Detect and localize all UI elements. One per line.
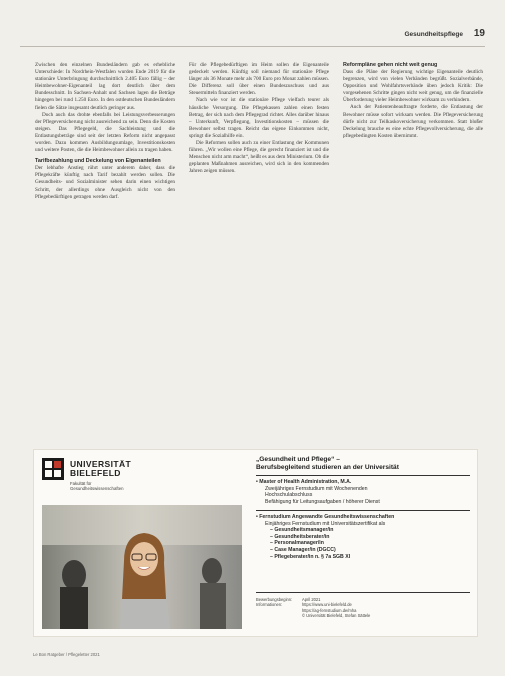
ad-divider [256, 475, 470, 476]
distance-program: • Fernstudium Angewandte Gesundheitswissenschaften Einjähriges Fernstudium mit Universitätszertifikat als – Gesundheitsmanager/in – Gesundheitsberater/in – Personalmanager/in – Case Manager/in (DGCC) – Pflegeberater/in n. § 7a SGB XI [256, 514, 395, 560]
article-column-2 [189, 62, 329, 176]
subheading: Tarifbezahlung und Deckelung von Eigenanteilen [35, 158, 161, 165]
paragraph: Dass die Pläne der Regierung wichtige Eigenanteile deutlich begrenzen, wird von vielen Verbänden begrüßt. Sozialverbände, Opposition und Wohlfahrtsverbände üben jedoch Kritik: Die vorgesehenen Schritte gingen nicht weit genug, um die finanzielle Überforderung vieler Heimbewohner wirksam zu verhindern. [343, 69, 483, 104]
university-name-line2: BIELEFELD [70, 468, 121, 478]
paragraph: Doch auch das drohte ebenfalls bei Leistungsverbesserungen der Pflegeversicherung nicht ausreichend zu sein. Denn die Kosten steigen. Das Pflegegeld, die Sachleistung und die Entlastungsbeträge sind seit der letzten Reform nicht angepasst worden. Dazu kommen Ausbildungsumlage, Investitionskosten und weitere Posten, die die Heimbewohner allein zu tragen haben. [35, 111, 175, 154]
paragraph: Zwischen den einzelnen Bundesländern gab es erhebliche Unterschiede: In Nordrhein-Westfalen wurden Ende 2019 für die stationäre Unterbringung durchschnittlich 2.405 Euro fällig – der Heimbewohner-Eigenanteil lag dort deutlich über dem Bundesschnitt. In Sachsen-Anhalt und Sachsen lagen die Beträge hingegen bei rund 1.250 Euro. In den ostdeutschen Bundesländern fielen die Sätze insgesamt deutlich geringer aus. [35, 62, 175, 111]
article-column-1 [35, 62, 175, 201]
faculty-label: Fakultät für Gesundheitswissenschaften [70, 481, 124, 492]
student-photo [42, 505, 242, 629]
paragraph: Der lebhafte Anstieg rührt unter anderem daher, dass die Pflegekräfte künftig nach Tarif bezahlt werden sollen. Die Gesundheits- und Sozialminister sehen darin einen wichtigen Schritt, der allerdings ohne Ausgleich nicht von den Pflegebedürftigen getragen werden darf. [35, 165, 175, 200]
subheading: Reformpläne gehen nicht weit genug [343, 62, 438, 68]
paragraph: Auch der Patientenbeauftragte forderte, die Entlastung der Bewohner müsse sofort wirksam werden. Die Pflegeversicherung dürfe nicht zur Teilkaskoversicherung verkommen. Statt bloßer Deckelung brauche es eine echte Pflegevollversicherung, die alle pflegebedingten Kosten übernimmt. [343, 104, 483, 139]
ad-divider [256, 510, 470, 511]
page-number: 19 [473, 28, 485, 39]
ad-divider [256, 592, 470, 593]
page-footer: Le Bon Ratgeber / Pflegeletter 2021 [33, 652, 100, 657]
header-rule [20, 46, 485, 47]
university-logo-icon [42, 458, 64, 480]
university-name-line1: UNIVERSITÄT [70, 459, 132, 469]
paragraph: Nach wie vor ist die stationäre Pflege vielfach teurer als häusliche Versorgung. Die Pflegekassen zahlen einen festen Betrag, der sich nach dem Pflegegrad richtet. Alles darüber hinaus – Unterkunft, Verpflegung, Investitionskosten – müssen die Bewohner selbst tragen. Reicht das eigene Einkommen nicht, springt die Sozialhilfe ein. [189, 97, 329, 139]
section-title: Gesundheitspflege [404, 31, 463, 38]
paragraph: Die Reformen sollen auch zu einer Entlastung der Kommunen führen. „Wir wollen eine Pflege, die gerecht finanziert ist und die Menschen nicht arm macht“, heißt es aus dem Ministerium. Ob die geplanten Maßnahmen ausreichen, wird sich in den kommenden Jahren zeigen müssen. [189, 140, 329, 175]
ad-title: „Gesundheit und Pflege“ – Berufsbegleitend studieren an der Universität [256, 456, 399, 471]
paragraph: Für die Pflegebedürftigen im Heim sollen die Eigenanteile gedeckelt werden. Künftig soll niemand für stationäre Pflege länger als 36 Monate mehr als 700 Euro pro Monat zahlen müssen. Die Differenz soll über einen Bundeszuschuss und aus Steuermitteln finanziert werden. [189, 62, 329, 97]
master-program: • Master of Health Administration, M.A. Zweijähriges Fernstudium mit Wochenenden Hochschulabschluss Befähigung für Leitungsaufgaben / höherer Dienst [256, 479, 380, 505]
student-illustration [42, 505, 242, 629]
article-column-3 [343, 62, 483, 140]
advertisement-box: UNIVERSITÄT BIELEFELD Fakultät für Gesundheitswissenschaften „Gesundheit und Pflege“ – Berufsbegleitend studieren an der Universität • Master of Health Administration, M.A. Zweijähriges Fernstudium mit Wochenenden Hochschulabschluss Befähigung für Leitungsaufgaben / höherer Dienst • Fernstudium Angewandte Gesundheitswissenschaften Einjähriges Fernstudium mit Universitätszertifikat als – Gesundheitsmanager/in – Gesundheitsberater/in – Personalmanager/in – Case Manager/in (DGCC) – Pflegeberater/in n. § 7a SGB XI Bewerbungsbeginn: April 2021 Informationen: https://www.uni-bielefeld.de https://ag-fernstudium.de/mha © Universität Bielefeld, Stefan Sättele [33, 449, 478, 637]
